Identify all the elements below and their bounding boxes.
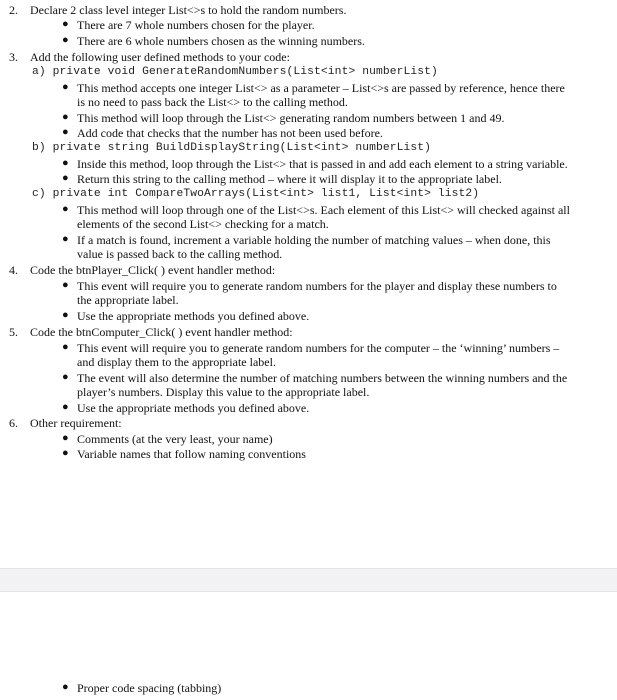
item-5-bullet-1-line-1: This event will require you to generate random numbers for the computer – the ‘winning’ numbers –: [77, 341, 560, 355]
method-c-bullet-2-line-1: If a match is found, increment a variable holding the number of matching values – when done, this: [77, 233, 551, 247]
method-a-bullet-3: Add code that checks that the number has not been used before.: [77, 126, 383, 140]
method-b-signature: b) private string BuildDisplayString(List<int> numberList): [32, 142, 431, 154]
bullet-icon: ●: [62, 681, 69, 693]
bullet-icon: ●: [62, 309, 69, 321]
method-b-bullet-2: Return this string to the calling method – where it will display it to the appropriate label.: [77, 172, 502, 186]
page-break-divider: [0, 568, 617, 592]
bullet-icon: ●: [62, 126, 69, 138]
method-b-bullet-1: Inside this method, loop through the List<> that is passed in and add each element to a string variable.: [77, 157, 568, 171]
method-a-bullet-1-line-2: is no need to pass back the List<> to the calling method.: [77, 95, 348, 109]
item-5-text: Code the btnComputer_Click( ) event handler method:: [30, 325, 293, 339]
item-6-bullet-2: Variable names that follow naming conventions: [77, 447, 306, 461]
item-3-text: Add the following user defined methods to your code:: [30, 50, 290, 64]
bullet-icon: ●: [62, 81, 69, 93]
method-c-bullet-2-line-2: value is passed back to the calling method.: [77, 247, 283, 261]
bullet-icon: ●: [62, 432, 69, 444]
item-5-bullet-2-line-1: The event will also determine the number of matching numbers between the winning numbers and the: [77, 371, 568, 385]
item-6-text: Other requirement:: [30, 416, 122, 430]
bullet-icon: ●: [62, 341, 69, 353]
bullet-icon: ●: [62, 401, 69, 413]
bullet-icon: ●: [62, 203, 69, 215]
bullet-icon: ●: [62, 279, 69, 291]
item-6-bullet-1: Comments (at the very least, your name): [77, 432, 273, 446]
item-4-bullet-1-line-1: This event will require you to generate random numbers for the player and display these numbers to: [77, 279, 557, 293]
item-5-bullet-1-line-2: and display them to the appropriate label.: [77, 355, 276, 369]
item-6-number: 6.: [9, 416, 18, 430]
bullet-icon: ●: [62, 34, 69, 46]
bullet-icon: ●: [62, 371, 69, 383]
bullet-icon: ●: [62, 157, 69, 169]
method-c-bullet-1-line-1: This method will loop through one of the List<>s. Each element of this List<> will checked against all: [77, 203, 570, 217]
bullet-icon: ●: [62, 18, 69, 30]
method-c-bullet-1-line-2: elements of the second List<> checking for a match.: [77, 217, 329, 231]
item-2-bullet-2: There are 6 whole numbers chosen as the winning numbers.: [77, 34, 365, 48]
item-4-text: Code the btnPlayer_Click( ) event handler method:: [30, 263, 276, 277]
item-2-text: Declare 2 class level integer List<>s to hold the random numbers.: [30, 3, 347, 17]
item-5-bullet-3: Use the appropriate methods you defined above.: [77, 401, 310, 415]
item-4-bullet-1-line-2: the appropriate label.: [77, 293, 179, 307]
item-4-number: 4.: [9, 263, 18, 277]
item-5-bullet-2-line-2: player’s numbers. Display this value to the appropriate label.: [77, 385, 370, 399]
item-5-number: 5.: [9, 325, 18, 339]
item-2-number: 2.: [9, 3, 18, 17]
method-a-bullet-1-line-1: This method accepts one integer List<> as a parameter – List<>s are passed by reference, hence there: [77, 81, 565, 95]
bullet-icon: ●: [62, 172, 69, 184]
bullet-icon: ●: [62, 447, 69, 459]
item-4-bullet-2: Use the appropriate methods you defined above.: [77, 309, 310, 323]
item-6-bullet-3: Proper code spacing (tabbing): [77, 681, 222, 695]
item-2-bullet-1: There are 7 whole numbers chosen for the player.: [77, 18, 315, 32]
method-a-bullet-2: This method will loop through the List<> generating random numbers between 1 and 49.: [77, 111, 505, 125]
item-3-number: 3.: [9, 50, 18, 64]
method-c-signature: c) private int CompareTwoArrays(List<int> list1, List<int> list2): [32, 188, 480, 200]
bullet-icon: ●: [62, 233, 69, 245]
method-a-signature: a) private void GenerateRandomNumbers(List<int> numberList): [32, 66, 438, 78]
bullet-icon: ●: [62, 111, 69, 123]
